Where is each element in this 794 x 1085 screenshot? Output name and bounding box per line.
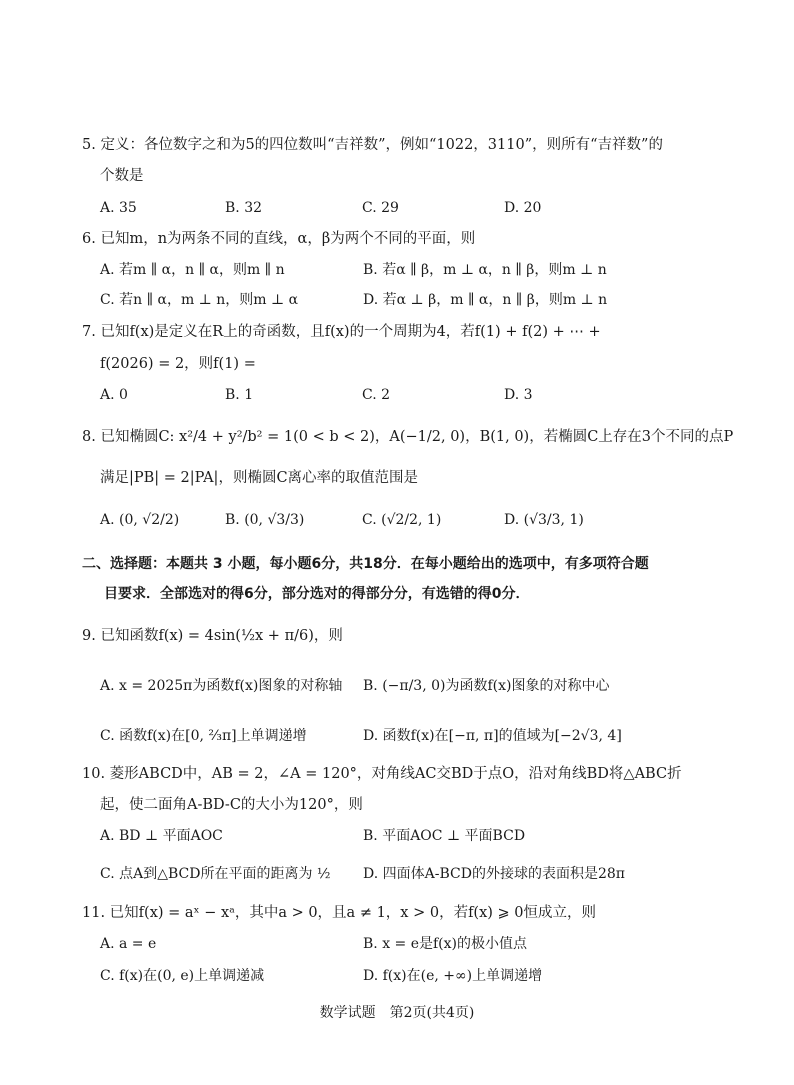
- q11-option-a: A. a = e: [100, 936, 157, 952]
- q6-option-c: C. 若n ∥ α，m ⊥ n，则m ⊥ α: [100, 292, 299, 308]
- q10-option-b: B. 平面AOC ⊥ 平面BCD: [363, 828, 526, 844]
- q5-option-d: D. 20: [504, 200, 542, 216]
- q9-option-b: B. (−π/3, 0)为函数f(x)图象的对称中心: [363, 678, 610, 694]
- q5-stem-line1: 5. 定义：各位数字之和为5的四位数叫“吉祥数”，例如“1022，3110”，则所有“吉祥数”的: [82, 137, 663, 153]
- q9-option-c: C. 函数f(x)在[0, ⅔π]上单调递增: [100, 728, 307, 744]
- q5-option-a: A. 35: [100, 200, 137, 216]
- q11-option-b: B. x = e是f(x)的极小值点: [363, 936, 528, 952]
- q10-option-c: C. 点A到△BCD所在平面的距离为 ½: [100, 866, 331, 882]
- q10-stem-line2: 起，使二面角A-BD-C的大小为120°，则: [100, 797, 363, 813]
- q6-option-a: A. 若m ∥ α，n ∥ α，则m ∥ n: [100, 262, 285, 278]
- q6-option-b: B. 若α ∥ β，m ⊥ α，n ∥ β，则m ⊥ n: [363, 262, 607, 278]
- q10-stem-line1: 10. 菱形ABCD中，AB = 2，∠A = 120°，对角线AC交BD于点O，沿对角线BD将△ABC折: [82, 766, 682, 782]
- q8-stem-line1: 8. 已知椭圆C: x²/4 + y²/b² = 1(0 < b < 2)，A(−1/2, 0)，B(1, 0)，若椭圆C上存在3个不同的点P: [82, 429, 734, 445]
- section2-heading-line2: 目要求．全部选对的得6分，部分选对的得部分分，有选错的得0分．: [104, 586, 530, 602]
- page-footer: 数学试题 第2页(共4页): [319, 1005, 475, 1021]
- q10-option-a: A. BD ⊥ 平面AOC: [100, 828, 223, 844]
- q11-stem: 11. 已知f(x) = aˣ − xᵃ，其中a > 0，且a ≠ 1，x > 0，若f(x) ⩾ 0恒成立，则: [82, 905, 597, 921]
- q7-option-a: A. 0: [100, 387, 128, 403]
- q7-stem-line2: f(2026) = 2，则f(1) =: [100, 356, 256, 372]
- q11-option-d: D. f(x)在(e, +∞)上单调递增: [363, 968, 543, 984]
- q8-option-c: C. (√2/2, 1): [362, 512, 442, 528]
- q9-option-a: A. x = 2025π为函数f(x)图象的对称轴: [100, 678, 343, 694]
- q6-stem: 6. 已知m，n为两条不同的直线，α，β为两个不同的平面，则: [82, 231, 476, 247]
- q8-option-d: D. (√3/3, 1): [504, 512, 584, 528]
- q7-option-c: C. 2: [362, 387, 391, 403]
- q5-option-c: C. 29: [362, 200, 399, 216]
- q7-option-b: B. 1: [225, 387, 254, 403]
- q9-option-d: D. 函数f(x)在[−π, π]的值域为[−2√3, 4]: [363, 728, 622, 744]
- q6-option-d: D. 若α ⊥ β，m ∥ α，n ∥ β，则m ⊥ n: [363, 292, 608, 308]
- q5-option-b: B. 32: [225, 200, 263, 216]
- q9-stem: 9. 已知函数f(x) = 4sin(½x + π/6)，则: [82, 628, 343, 644]
- q8-stem-line2: 满足|PB| = 2|PA|，则椭圆C离心率的取值范围是: [100, 470, 419, 486]
- section2-heading-line1: 二、选择题：本题共 3 小题，每小题6分，共18分．在每小题给出的选项中，有多项符合题: [82, 556, 649, 572]
- q11-option-c: C. f(x)在(0, e)上单调递减: [100, 968, 265, 984]
- q8-option-b: B. (0, √3/3): [225, 512, 305, 528]
- q10-option-d: D. 四面体A-BCD的外接球的表面积是28π: [363, 866, 625, 882]
- q7-option-d: D. 3: [504, 387, 533, 403]
- q7-stem-line1: 7. 已知f(x)是定义在R上的奇函数，且f(x)的一个周期为4，若f(1) + f(2) + ⋯ +: [82, 324, 601, 340]
- q8-option-a: A. (0, √2/2): [100, 512, 180, 528]
- q5-stem-line2: 个数是: [100, 168, 144, 184]
